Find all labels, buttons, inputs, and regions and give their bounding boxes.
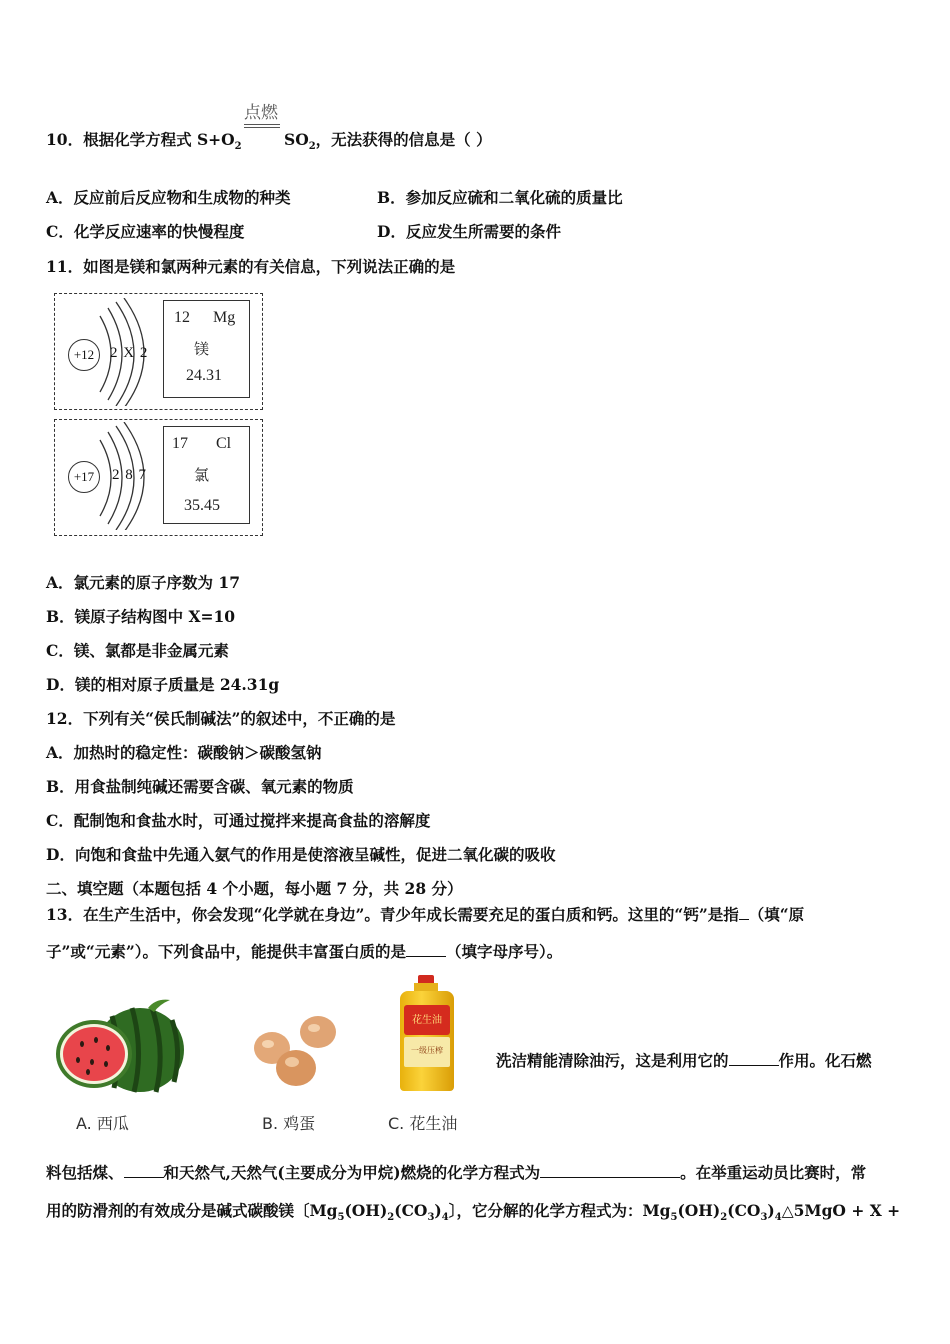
cl-nucleus: +17: [68, 461, 100, 493]
question-13-line-4: 用的防滑剂的有效成分是碱式碳酸镁〔$Mg_5(OH)_2(CO_3)_4$〕，它分解的化学方程式为：$Mg_5(OH)_2(CO_3)_4\triangle 5MgO + X$ +: [46, 1201, 901, 1224]
q11-option-b[interactable]: B．镁原子结构图中 X=10: [46, 607, 236, 626]
blank-fossil-fuel[interactable]: [124, 1163, 164, 1178]
blank-calcium[interactable]: [739, 905, 749, 920]
mg-shell-electrons: 2 X 2: [110, 345, 149, 361]
mg-symbol: Mg: [213, 309, 236, 326]
mg-element-card: [163, 300, 250, 398]
mg-name: 镁: [194, 340, 210, 358]
cl-symbol: Cl: [216, 435, 232, 452]
equals-sign-bottom: [244, 127, 280, 128]
food-label-peanut-oil: C. 花生油: [388, 1114, 458, 1133]
q12-option-a[interactable]: A．加热时的稳定性：碳酸钠＞碳酸氢钠: [46, 743, 322, 762]
oil-label-text: 花生油: [412, 1015, 442, 1026]
q10-option-b[interactable]: B．参加反应硫和二氧化硫的质量比: [377, 188, 623, 207]
equals-sign-top: [244, 124, 280, 125]
q10-option-d[interactable]: D．反应发生所需要的条件: [377, 222, 561, 241]
cl-name: 氯: [194, 466, 210, 484]
question-10-product: $SO_2$，无法获得的信息是（ ）: [284, 130, 492, 153]
section-2-heading: 二、填空题（本题包括 4 个小题，每小题 7 分，共 28 分）: [46, 879, 463, 898]
q12-option-d[interactable]: D．向饱和食盐中先通入氨气的作用是使溶液呈碱性，促进二氧化碳的吸收: [46, 845, 556, 864]
q10-option-c[interactable]: C．化学反应速率的快慢程度: [46, 222, 245, 241]
question-13-side-text: 洗洁精能清除油污，这是利用它的 作用。化石燃: [496, 1051, 872, 1070]
blank-methane-equation[interactable]: [540, 1163, 680, 1178]
q12-option-b[interactable]: B．用食盐制纯碱还需要含碳、氧元素的物质: [46, 777, 354, 796]
mg-atomic-mass: 24.31: [186, 367, 222, 384]
question-13-line-3: 料包括煤、 和天然气,天然气(主要成分为甲烷)燃烧的化学方程式为 。在举重运动员比赛时，常: [46, 1163, 867, 1182]
food-label-watermelon: A. 西瓜: [76, 1114, 129, 1133]
food-label-egg: B. 鸡蛋: [262, 1114, 316, 1133]
q10-option-a[interactable]: A．反应前后反应物和生成物的种类: [46, 188, 291, 207]
question-12-stem: 12．下列有关“侯氏制碱法”的叙述中，不正确的是: [46, 709, 396, 728]
cl-element-card: [163, 426, 250, 524]
cl-atomic-mass: 35.45: [184, 497, 220, 514]
blank-emulsify[interactable]: [729, 1051, 779, 1066]
peanut-oil-bottle: [398, 975, 456, 1093]
mg-nucleus: +12: [68, 339, 100, 371]
q11-option-d[interactable]: D．镁的相对原子质量是 24.31g: [46, 675, 280, 694]
q11-option-a[interactable]: A．氯元素的原子序数为 17: [46, 573, 240, 592]
watermelon-icon: [52, 996, 188, 1096]
question-13-line-2: 子”或“元素”）。下列食品中，能提供丰富蛋白质的是 （填字母序号）。: [46, 942, 563, 961]
mg-atomic-number: 12: [174, 309, 190, 326]
eggs-icon: [250, 1012, 342, 1092]
blank-protein-food[interactable]: [406, 942, 446, 957]
cl-shell-electrons: 2 8 7: [112, 467, 147, 483]
reaction-condition: 点燃: [244, 103, 278, 123]
question-10-stem: 10．根据化学方程式 $S+O_2$: [46, 130, 242, 153]
question-13-line-1: 13．在生产生活中，你会发现“化学就在身边”。青少年成长需要充足的蛋白质和钙。这里的“钙”是指 （填“原: [46, 905, 805, 924]
cl-atomic-number: 17: [172, 435, 188, 452]
oil-grade-text: 一级压榨: [411, 1046, 443, 1055]
question-11-stem: 11．如图是镁和氯两种元素的有关信息，下列说法正确的是: [46, 257, 456, 276]
q12-option-c[interactable]: C．配制饱和食盐水时，可通过搅拌来提高食盐的溶解度: [46, 811, 431, 830]
q11-option-c[interactable]: C．镁、氯都是非金属元素: [46, 641, 229, 660]
